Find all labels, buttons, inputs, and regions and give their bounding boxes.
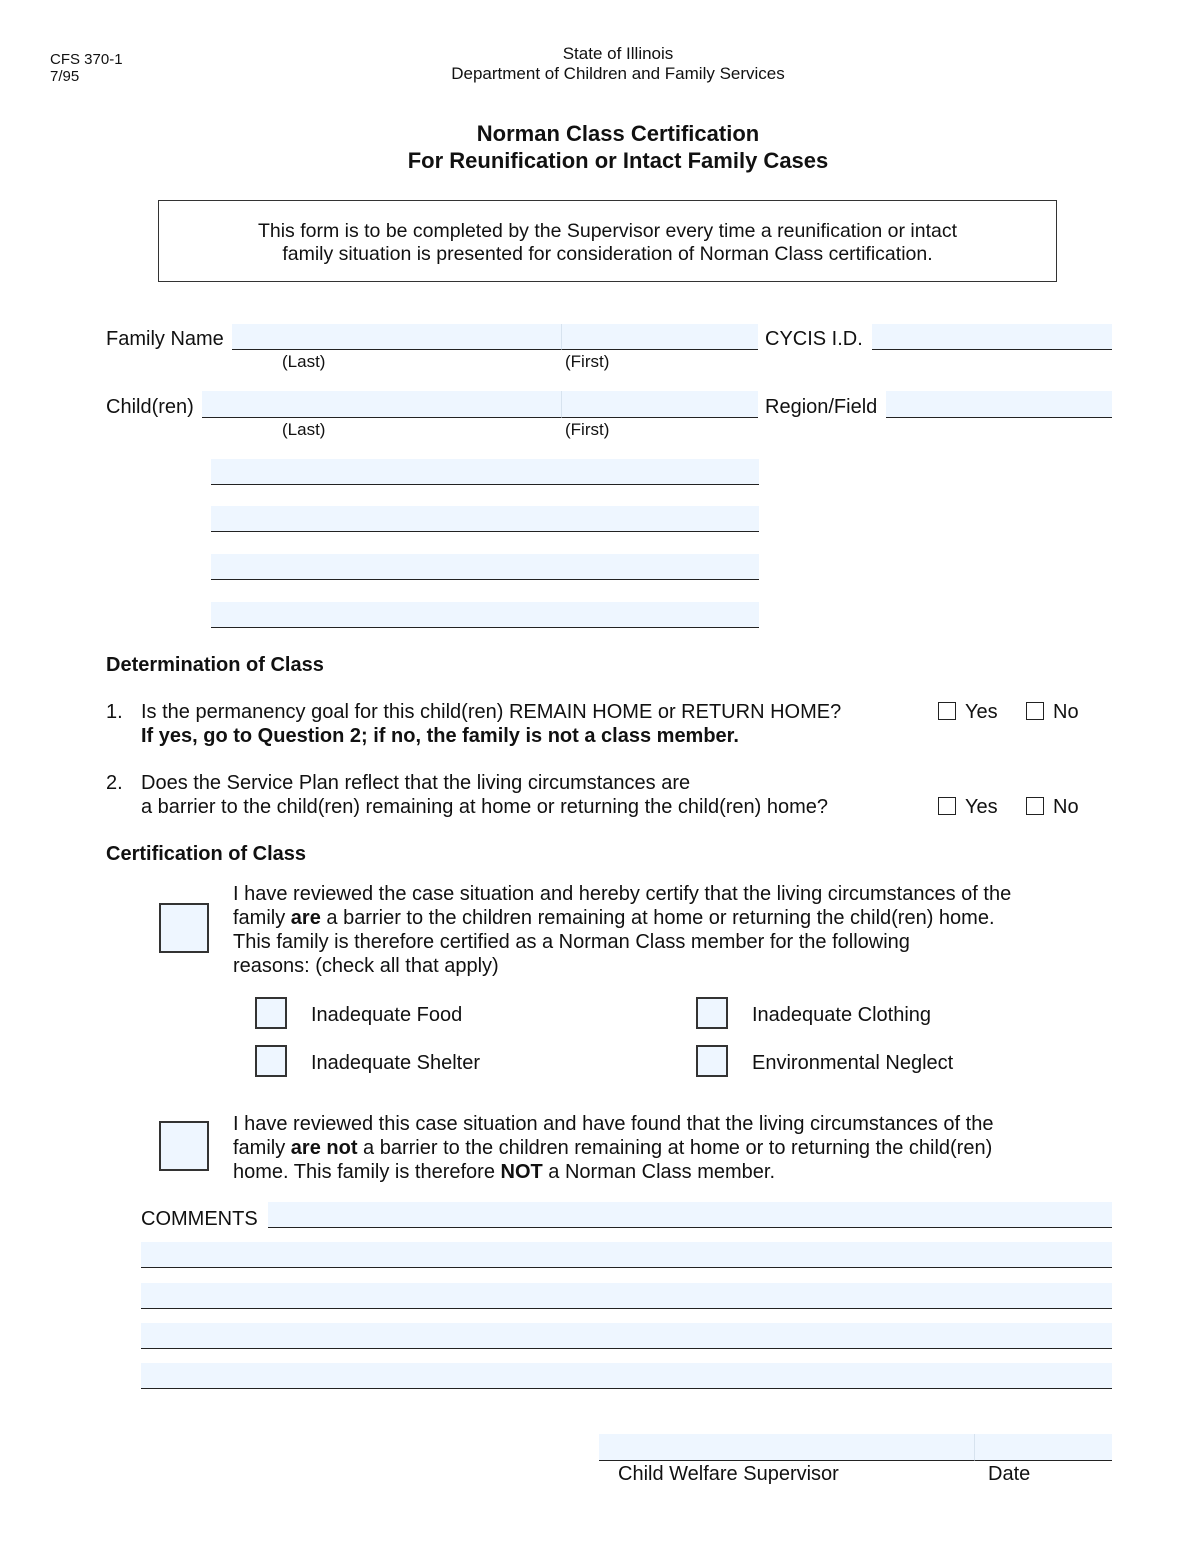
supervisor-signature-field[interactable] bbox=[599, 1434, 975, 1461]
question-2-no-label: No bbox=[1053, 796, 1079, 818]
family-last-name-field[interactable] bbox=[232, 324, 562, 350]
region-field-input[interactable] bbox=[886, 391, 1112, 418]
form-number: CFS 370-1 bbox=[50, 51, 123, 68]
question-1-yes-label: Yes bbox=[965, 701, 998, 723]
family-first-caption: (First) bbox=[565, 352, 610, 371]
additional-child-field-2[interactable] bbox=[211, 506, 759, 532]
question-2-yes-label: Yes bbox=[965, 796, 998, 818]
question-1-no-label: No bbox=[1053, 701, 1079, 723]
question-1-yes-checkbox[interactable] bbox=[938, 702, 956, 720]
reason-inadequate-shelter-checkbox[interactable] bbox=[255, 1045, 287, 1077]
form-revision: 7/95 bbox=[50, 68, 80, 85]
question-2-yes-checkbox[interactable] bbox=[938, 797, 956, 815]
comments-field-2[interactable] bbox=[141, 1242, 1112, 1268]
comments-field-4[interactable] bbox=[141, 1323, 1112, 1349]
option-1-line-4: reasons: (check all that apply) bbox=[233, 955, 499, 977]
question-1-no-checkbox[interactable] bbox=[1026, 702, 1044, 720]
cycis-id-field[interactable] bbox=[872, 324, 1112, 350]
option-1-line-2: family are a barrier to the children remaining at home or returning the child(ren) home. bbox=[233, 907, 995, 929]
child-last-caption: (Last) bbox=[282, 420, 326, 439]
not-class-member-text bbox=[233, 1112, 1053, 1184]
child-first-caption: (First) bbox=[565, 420, 610, 439]
option-2-line-3: home. This family is therefore NOT a Norman Class member. bbox=[233, 1161, 776, 1183]
children-label: Child(ren) bbox=[106, 396, 194, 418]
comments-field-1[interactable] bbox=[268, 1202, 1112, 1228]
comments-label: COMMENTS bbox=[141, 1208, 258, 1230]
reason-inadequate-food-label: Inadequate Food bbox=[311, 1004, 463, 1026]
reason-inadequate-shelter-label: Inadequate Shelter bbox=[311, 1052, 481, 1074]
certification-heading: Certification of Class bbox=[106, 843, 307, 865]
child-first-name-field[interactable] bbox=[562, 391, 758, 418]
option-2-line-1: I have reviewed this case situation and have found that the living circumstances of the bbox=[233, 1113, 994, 1135]
reason-environmental-neglect-label: Environmental Neglect bbox=[752, 1052, 954, 1074]
option-2-line-2: family are not a barrier to the children remaining at home or to returning the child(ren) bbox=[233, 1137, 993, 1159]
cycis-id-label: CYCIS I.D. bbox=[765, 328, 863, 350]
reason-inadequate-clothing-checkbox[interactable] bbox=[696, 997, 728, 1029]
signature-date-label: Date bbox=[988, 1463, 1031, 1485]
agency-department: Department of Children and Family Services bbox=[451, 64, 785, 83]
certify-class-member-checkbox[interactable] bbox=[159, 903, 209, 953]
additional-child-field-1[interactable] bbox=[211, 459, 759, 485]
question-1-instruction: If yes, go to Question 2; if no, the family is not a class member. bbox=[141, 725, 739, 747]
child-last-name-field[interactable] bbox=[202, 391, 562, 418]
reason-inadequate-clothing-label: Inadequate Clothing bbox=[752, 1004, 932, 1026]
option-1-line-3: This family is therefore certified as a Norman Class member for the following bbox=[233, 931, 910, 953]
family-first-name-field[interactable] bbox=[562, 324, 758, 350]
family-last-caption: (Last) bbox=[282, 352, 326, 371]
instructions-box bbox=[158, 200, 1057, 282]
reason-inadequate-food-checkbox[interactable] bbox=[255, 997, 287, 1029]
instructions-line-2: family situation is presented for consideration of Norman Class certification. bbox=[282, 243, 933, 265]
reason-environmental-neglect-checkbox[interactable] bbox=[696, 1045, 728, 1077]
agency-state: State of Illinois bbox=[562, 44, 674, 63]
question-2-text-line-2: a barrier to the child(ren) remaining at home or returning the child(ren) home? bbox=[141, 796, 829, 818]
question-2-number: 2. bbox=[106, 772, 123, 794]
additional-child-field-4[interactable] bbox=[211, 602, 759, 628]
region-field-label: Region/Field bbox=[765, 396, 878, 418]
certify-class-member-text bbox=[233, 882, 1053, 978]
question-1-number: 1. bbox=[106, 701, 123, 723]
supervisor-signature-label: Child Welfare Supervisor bbox=[618, 1463, 839, 1485]
page-subtitle: For Reunification or Intact Family Cases bbox=[407, 148, 829, 173]
family-name-label: Family Name bbox=[106, 328, 224, 350]
question-1-text: Is the permanency goal for this child(ren) REMAIN HOME or RETURN HOME? bbox=[141, 701, 842, 723]
not-class-member-checkbox[interactable] bbox=[159, 1121, 209, 1171]
instructions-line-1: This form is to be completed by the Supervisor every time a reunification or intact bbox=[257, 220, 958, 242]
page-title: Norman Class Certification bbox=[476, 121, 760, 146]
comments-field-5[interactable] bbox=[141, 1363, 1112, 1389]
determination-heading: Determination of Class bbox=[106, 654, 324, 676]
comments-field-3[interactable] bbox=[141, 1283, 1112, 1309]
question-2-no-checkbox[interactable] bbox=[1026, 797, 1044, 815]
additional-child-field-3[interactable] bbox=[211, 554, 759, 580]
signature-date-field[interactable] bbox=[975, 1434, 1112, 1461]
option-1-line-1: I have reviewed the case situation and hereby certify that the living circumstances of the bbox=[233, 883, 1012, 905]
question-2-text-line-1: Does the Service Plan reflect that the living circumstances are bbox=[141, 772, 691, 794]
